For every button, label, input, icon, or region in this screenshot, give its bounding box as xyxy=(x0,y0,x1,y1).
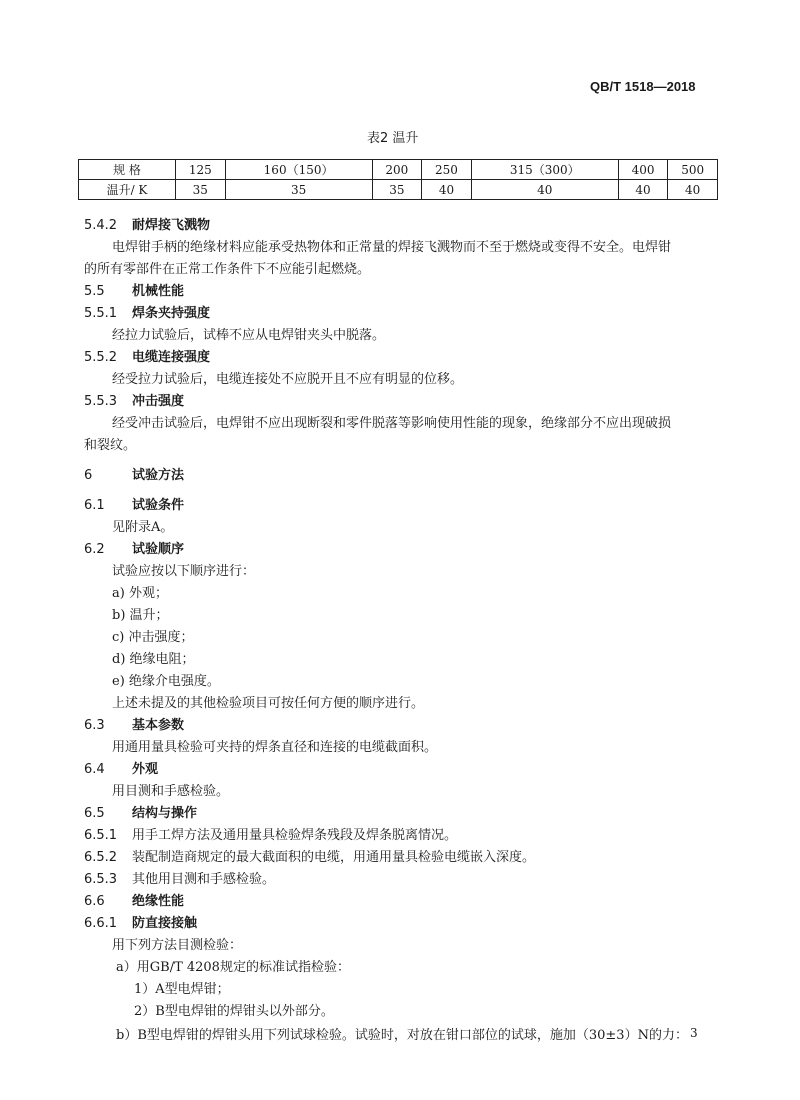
section-number: 5.5.1 xyxy=(84,306,118,321)
page-number: 3 xyxy=(690,1026,698,1040)
paragraph-text: 经受拉力试验后，电缆连接处不应脱开且不应有明显的位移。 xyxy=(112,372,464,387)
section-heading xyxy=(84,216,210,236)
paragraph-text: 用手工焊方法及通用量具检验焊条残段及焊条脱离情况。 xyxy=(132,828,458,843)
heading-text: 绝缘性能 xyxy=(132,894,185,909)
table-row-header: 温升/ K xyxy=(79,180,176,200)
table-cell: 315（300） xyxy=(471,160,618,180)
body-text-line xyxy=(112,650,195,670)
body-text-line xyxy=(112,694,424,714)
table-cell: 40 xyxy=(618,180,668,200)
section-number: 6.6.1 xyxy=(84,916,118,931)
table-cell: 250 xyxy=(422,160,472,180)
paragraph-text: a) 外观； xyxy=(112,586,168,601)
section-heading xyxy=(84,466,184,486)
body-text-line xyxy=(84,870,275,890)
paragraph-text: 经受冲击试验后，电焊钳不应出现断裂和零件脱落等影响使用性能的现象，绝缘部分不应出现破损 xyxy=(112,416,672,431)
table-cell: 40 xyxy=(668,180,718,200)
paragraph-text: 1）A型电焊钳； xyxy=(134,982,230,997)
section-number: 6.5.2 xyxy=(84,850,118,865)
body-text-line xyxy=(112,562,255,582)
heading-text: 电缆连接强度 xyxy=(132,350,211,365)
paragraph-text: 用目测和手感检验。 xyxy=(112,784,230,799)
body-text-line xyxy=(112,370,463,390)
paragraph-text: 2）B型电焊钳的焊钳头以外部分。 xyxy=(134,1004,334,1019)
section-heading xyxy=(84,716,184,736)
body-text-line xyxy=(84,826,457,846)
section-number: 6.4 xyxy=(84,762,105,777)
section-heading xyxy=(84,392,184,412)
table-cell: 35 xyxy=(225,180,372,200)
table-caption: 表2 温升 xyxy=(367,131,419,146)
paragraph-text: a）用GB/T 4208规定的标准试指检验： xyxy=(116,960,350,975)
body-text-line xyxy=(112,628,194,648)
section-heading xyxy=(84,496,184,516)
paragraph-text: c) 冲击强度； xyxy=(112,630,194,645)
paragraph-text: 和裂纹。 xyxy=(84,438,137,453)
body-text-line xyxy=(112,606,169,626)
section-heading xyxy=(84,282,184,302)
table-cell: 125 xyxy=(176,160,226,180)
body-text-line xyxy=(84,848,535,868)
heading-text: 试验条件 xyxy=(132,498,185,513)
body-text-line xyxy=(112,738,437,758)
section-number: 6.5.3 xyxy=(84,872,118,887)
section-number: 6.1 xyxy=(84,498,105,513)
section-number: 6.3 xyxy=(84,718,105,733)
body-text-line xyxy=(112,238,671,258)
body-text-line xyxy=(84,436,136,456)
body-text-line xyxy=(116,1026,688,1046)
paragraph-text: 见附录A。 xyxy=(112,520,174,535)
section-number: 6.6 xyxy=(84,894,105,909)
body-text-line xyxy=(84,260,370,280)
heading-text: 基本参数 xyxy=(132,718,185,733)
heading-text: 试验方法 xyxy=(132,468,185,483)
body-text-line xyxy=(112,414,671,434)
paragraph-text: 上述未提及的其他检验项目可按任何方便的顺序进行。 xyxy=(112,696,425,711)
paragraph-text: 用通用量具检验可夹持的焊条直径和连接的电缆截面积。 xyxy=(112,740,438,755)
paragraph-text: 试验应按以下顺序进行： xyxy=(112,564,256,579)
table-row xyxy=(79,160,718,180)
body-text-line xyxy=(112,782,229,802)
table-cell: 500 xyxy=(668,160,718,180)
section-number: 6.5 xyxy=(84,806,105,821)
section-heading xyxy=(84,804,197,824)
body-text-line xyxy=(112,518,173,538)
body-text-line xyxy=(134,980,230,1000)
heading-text: 结构与操作 xyxy=(132,806,198,821)
body-text-line xyxy=(112,326,385,346)
heading-text: 耐焊接飞溅物 xyxy=(132,218,211,233)
section-number: 5.5.2 xyxy=(84,350,118,365)
section-number: 5.5 xyxy=(84,284,105,299)
paragraph-text: 其他用目测和手感检验。 xyxy=(132,872,276,887)
section-heading xyxy=(84,540,184,560)
section-number: 5.5.3 xyxy=(84,394,118,409)
heading-text: 冲击强度 xyxy=(132,394,185,409)
table-row xyxy=(79,180,718,200)
table-cell: 200 xyxy=(372,160,422,180)
heading-text: 外观 xyxy=(132,762,159,777)
section-number: 6.5.1 xyxy=(84,828,118,843)
body-text-line xyxy=(134,1002,334,1022)
section-number: 5.4.2 xyxy=(84,218,118,233)
body-text-line xyxy=(112,584,168,604)
table-row-header: 规 格 xyxy=(79,160,176,180)
paragraph-text: 的所有零部件在正常工作条件下不应能引起燃烧。 xyxy=(84,262,371,277)
temperature-rise-table xyxy=(78,159,718,200)
section-heading xyxy=(84,304,210,324)
heading-text: 试验顺序 xyxy=(132,542,185,557)
section-number: 6.2 xyxy=(84,542,105,557)
section-heading xyxy=(84,760,158,780)
section-heading xyxy=(84,348,210,368)
section-number: 6 xyxy=(84,468,93,483)
paragraph-text: 装配制造商规定的最大截面积的电缆，用通用量具检验电缆嵌入深度。 xyxy=(132,850,536,865)
heading-text: 防直接接触 xyxy=(132,916,198,931)
body-text-line xyxy=(116,958,350,978)
paragraph-text: 电焊钳手柄的绝缘材料应能承受热物体和正常量的焊接飞溅物而不至于燃烧或变得不安全。电焊钳 xyxy=(112,240,672,255)
paragraph-text: b）B型电焊钳的焊钳头用下列试球检验。试验时，对放在钳口部位的试球，施加（30±3）N的力： xyxy=(116,1028,688,1043)
paragraph-text: e) 绝缘介电强度。 xyxy=(112,674,220,689)
paragraph-text: b) 温升； xyxy=(112,608,169,623)
body-text-line xyxy=(112,672,220,692)
section-heading xyxy=(84,914,197,934)
body-text-line xyxy=(112,936,242,956)
table-cell: 160（150） xyxy=(225,160,372,180)
paragraph-text: 经拉力试验后，试棒不应从电焊钳夹头中脱落。 xyxy=(112,328,386,343)
paragraph-text: d) 绝缘电阻； xyxy=(112,652,195,667)
table-cell: 40 xyxy=(471,180,618,200)
table-cell: 40 xyxy=(422,180,472,200)
heading-text: 焊条夹持强度 xyxy=(132,306,211,321)
table-cell: 400 xyxy=(618,160,668,180)
table-cell: 35 xyxy=(372,180,422,200)
table-cell: 35 xyxy=(176,180,226,200)
heading-text: 机械性能 xyxy=(132,284,185,299)
paragraph-text: 用下列方法目测检验： xyxy=(112,938,243,953)
standard-code: QB/T 1518—2018 xyxy=(590,79,696,94)
section-heading xyxy=(84,892,184,912)
